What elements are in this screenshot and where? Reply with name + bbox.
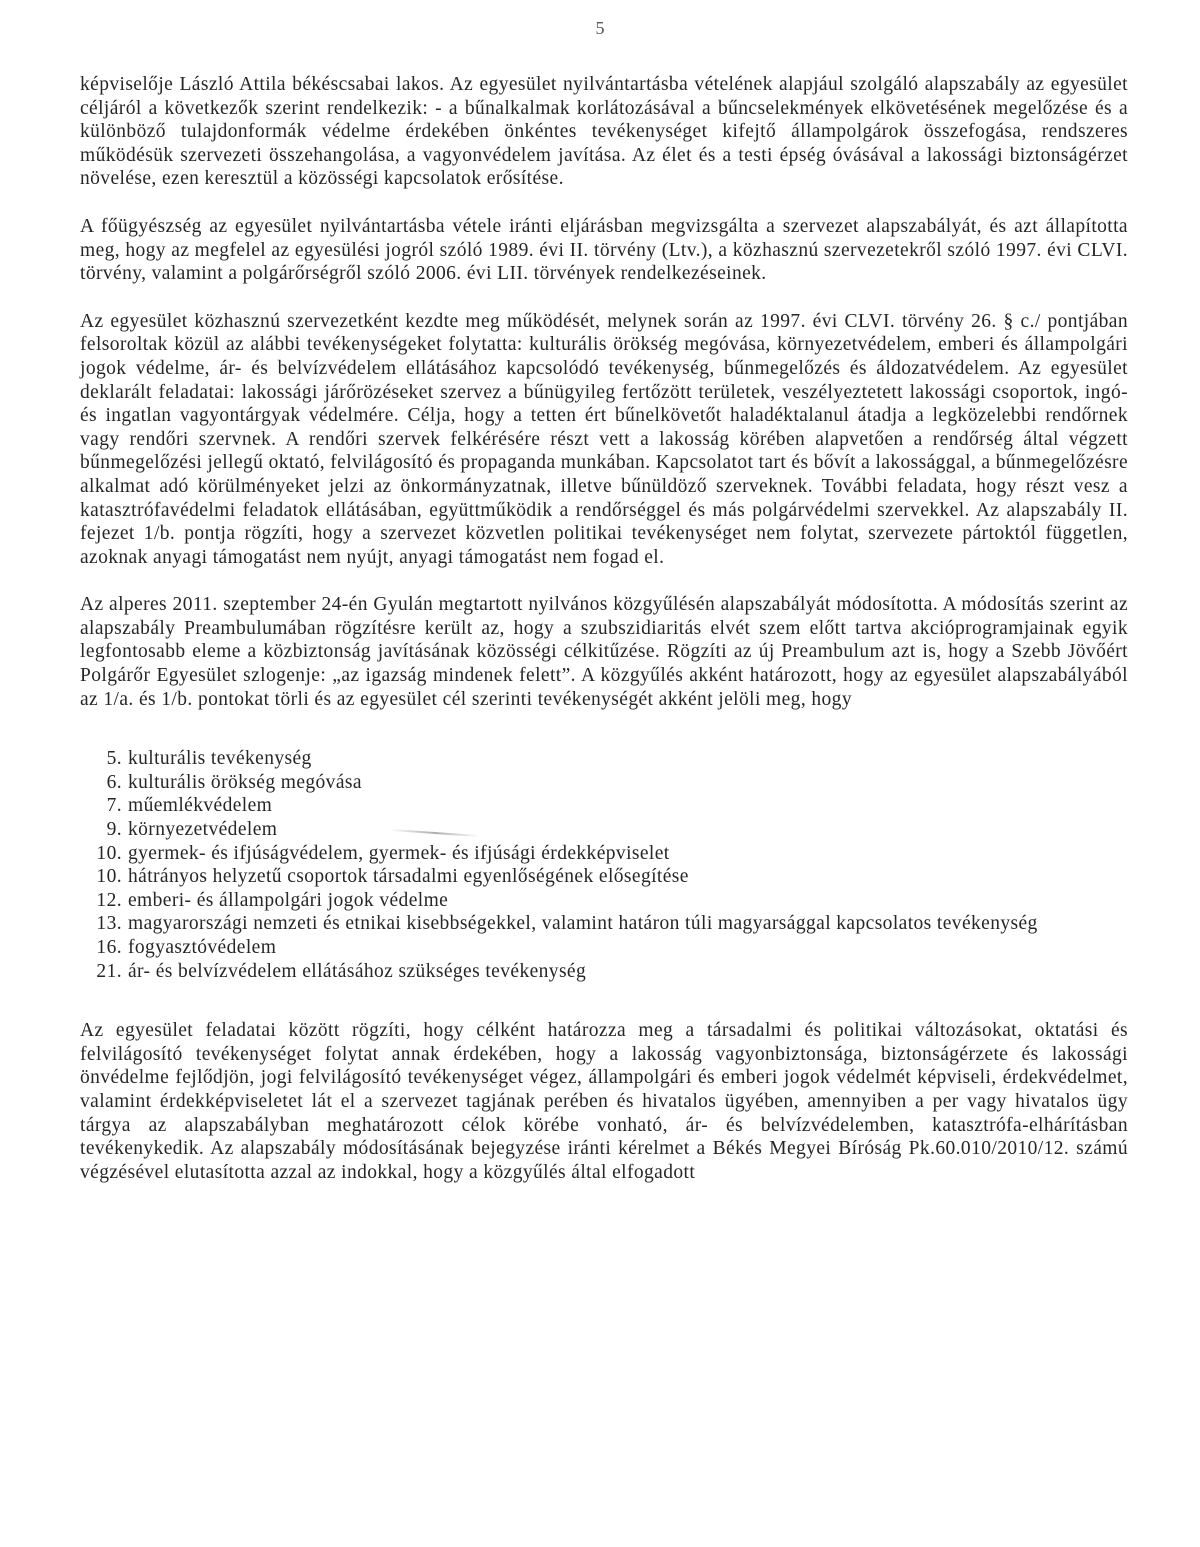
list-item: 12. emberi- és állampolgári jogok védelme <box>96 889 449 911</box>
list-item: 9. környezetvédelem <box>106 819 278 841</box>
page-number: 5 <box>595 18 605 38</box>
paragraph-4: Az alperes 2011. szeptember 24-én Gyulán megtartott nyilvános közgyűlésén alapszabályát módosította. A módosítás szerint az alapszabály Preambulumában rögzítésre került az, hogy a szubszidiaritás elvét szem előtt tartva akcióprogramjainak egyik legfontosabb eleme a közbiztonság javításának közösségi célkitűzése. Rögzíti az új Preambulum azt is, hogy a Szebb Jövőért Polgárőr Egyesület szlogenje: „az igazság mindenek felett”. A közgyűlés akként határozott, hogy az egyesület alapszabályából az 1/a. és 1/b. pontokat törli és az egyesület cél szerinti tevékenységét akként jelöli meg, hogy <box>80 594 1128 710</box>
list-item: 13. magyarországi nemzeti és etnikai kisebbségekkel, valamint határon túli magyarsággal kapcsolatos tevékenység <box>96 913 1038 935</box>
list-item: 16. fogyasztóvédelem <box>96 937 277 958</box>
closing-paragraph: Az egyesület feladatai között rögzíti, hogy célként határozza meg a társadalmi és politikai változásokat, oktatási és felvilágosító tevékenységet folytat annak érdekében, hogy a lakosság vagyonbiztonsága, biztonságérzete és lakossági önvédelme fejlődjön, jogi felvilágosító tevékenységet végez, állampolgári és emberi jogok védelmét képviseli, érdekvédelmet, valamint érdekképviseletet lát el a szervezet tagjának perében és hivatalos ügyében, amennyiben a per vagy hivatalos ügy tárgya az alapszabályban meghatározott célok körébe vonható, ár- és belvízvédelemben, katasztrófa-elhárításban tevékenykedik. Az alapszabály módosításának bejegyzése iránti kérelmet a Békés Megyei Bíróság Pk.60.010/2010/12. számú végzésével elutasította azzal az indokkal, hogy a közgyűlés által elfogadott <box>80 1020 1128 1183</box>
paragraph-3: Az egyesület közhasznú szervezetként kezdte meg működését, melynek során az 1997. évi CLVI. törvény 26. § c./ pontjában felsoroltak közül az alábbi tevékenységeket folytatta: kulturális örökség megóvása, környezetvédelem, emberi és állampolgári jogok védelme, ár- és belvízvédelem ellátásához kapcsolódó tevékenység, bűnmegelőzés és áldozatvédelem. Az egyesület deklarált feladatai: lakossági járőrözéseket szervez a bűnügyileg fertőzött területek, veszélyeztetett lakossági csoportok, ingó- és ingatlan vagyontárgyak védelmére. Célja, hogy a tetten ért bűnelkövetőt haladéktalanul átadja a legközelebbi rendőrnek vagy rendőri szervnek. A rendőri szervek felkérésére részt vett a lakosság körében alapvetően a rendőrség által végzett bűnmegelőzési jellegű oktató, felvilágosító és propaganda munkában. Kapcsolatot tart és bővít a lakossággal, a bűnmegelőzésre alkalmat adó körülményeket jelzi az önkormányzatnak, illetve bűnüldöző szerveknek. További feladata, hogy részt vesz a katasztrófavédelmi feladatok ellátásában, együttműködik a rendőrséggel és más polgárvédelmi szervekkel. Az alapszabály II. fejezet 1/b. pontja rögzíti, hogy a szervezet közvetlen politikai tevékenységet nem folytat, szervezete pártoktól független, azoknak anyagi támogatást nem nyújt, anyagi támogatást nem fogad el. <box>80 310 1128 568</box>
paragraph-2: A főügyészség az egyesület nyilvántartásba vétele iránti eljárásban megvizsgálta a szervezet alapszabályát, és azt állapította meg, hogy az megfelel az egyesülési jogról szóló 1989. évi II. törvény (Ltv.), a közhasznú szervezetekről szóló 1997. évi CLVI. törvény, valamint a polgárőrségről szóló 2006. évi LII. törvények rendelkezéseinek. <box>80 215 1128 285</box>
list-item: 10. gyermek- és ifjúságvédelem, gyermek- és ifjúsági érdekképviselet <box>90 842 1128 866</box>
list-item: 21. ár- és belvízvédelem ellátásához szükséges tevékenység <box>96 960 587 982</box>
list-item: 6. kulturális örökség megóvása <box>106 771 362 793</box>
document-body <box>80 73 1128 1184</box>
list-item: 10. hátrányos helyzetű csoportok társadalmi egyenlőségének elősegítése <box>96 866 689 888</box>
activity-list <box>80 747 1128 983</box>
list-item: 5. kulturális tevékenység <box>106 748 312 770</box>
list-item: 7. műemlékvédelem <box>106 795 273 817</box>
paragraph-1: képviselője László Attila békéscsabai lakos. Az egyesület nyilvántartásba vételének alapjául szolgáló alapszabály az egyesület céljáról a következők szerint rendelkezik: - a bűnalkalmak korlátozásával a bűncselekmények elkövetésének megelőzése és a különböző tulajdonformák védelme érdekében önkéntes tevékenységet kifejtő állampolgárok összefogása, rendszeres működésük szervezeti összehangolása, a vagyonvédelem javítása. Az élet és a testi épség óvásával a lakossági biztonságérzet növelése, ezen keresztül a közösségi kapcsolatok erősítése. <box>80 74 1128 190</box>
